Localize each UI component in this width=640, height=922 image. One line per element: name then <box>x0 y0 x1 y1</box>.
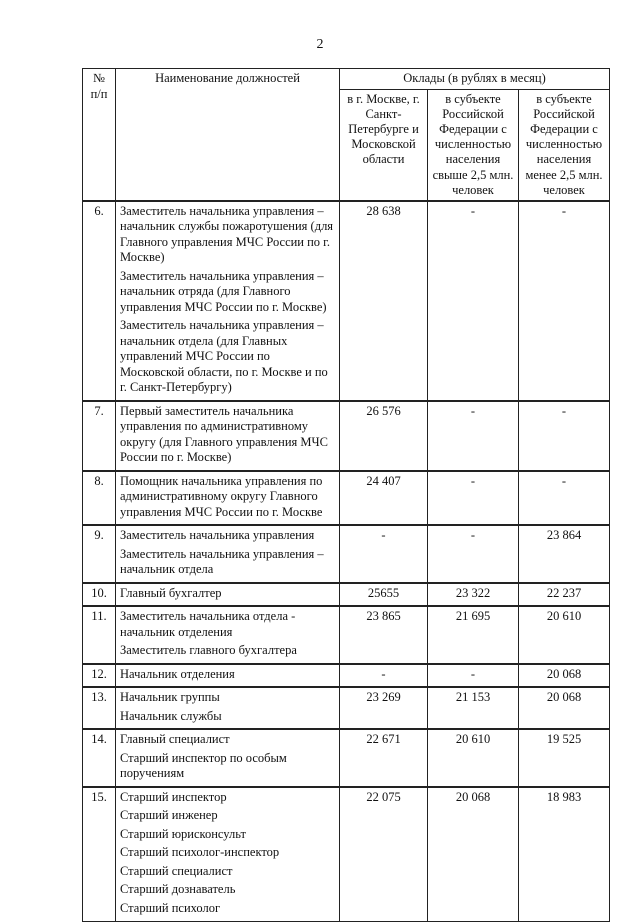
position-name: Старший юрисконсульт <box>120 826 246 841</box>
row-number: 6. <box>83 201 116 401</box>
salary-large-region: 21 153 <box>428 687 519 729</box>
row-number: 15. <box>83 787 116 922</box>
salary-large-region: 21 695 <box>428 606 519 664</box>
row-number: 12. <box>83 664 116 688</box>
salary-moscow: 23 269 <box>340 687 428 729</box>
position-name: Старший инженер <box>120 808 218 823</box>
salary-moscow: 24 407 <box>340 471 428 526</box>
salary-large-region: - <box>428 201 519 401</box>
row-number: 8. <box>83 471 116 526</box>
salary-table <box>82 68 610 922</box>
position-names <box>116 787 340 922</box>
position-name: Первый заместитель начальника управления по административному округу (для Главного управления МЧС России по г. Москве) <box>120 403 328 465</box>
salary-small-region: 20 610 <box>519 606 610 664</box>
table-row <box>83 664 610 688</box>
salary-large-region: - <box>428 664 519 688</box>
salary-moscow: 26 576 <box>340 401 428 471</box>
position-name: Начальник отделения <box>120 666 235 681</box>
position-name: Заместитель начальника отдела - начальник отделения <box>120 609 296 639</box>
position-name: Помощник начальника управления по административному округу Главного управления МЧС России по г. Москве <box>120 473 323 519</box>
position-name: Заместитель начальника управления <box>120 528 315 543</box>
header-col-small-region: в субъекте Российской Федерации с численностью населения менее 2,5 млн. человек <box>519 89 610 201</box>
table-row <box>83 401 610 471</box>
position-names <box>116 729 340 787</box>
salary-small-region: 19 525 <box>519 729 610 787</box>
row-number: 14. <box>83 729 116 787</box>
header-col-moscow: в г. Москве, г. Санкт-Петербурге и Московской области <box>340 89 428 201</box>
table-row <box>83 729 610 787</box>
salary-moscow: 22 671 <box>340 729 428 787</box>
position-name: Начальник группы <box>120 690 220 705</box>
position-name: Главный бухгалтер <box>120 585 222 600</box>
row-number: 13. <box>83 687 116 729</box>
table-row <box>83 583 610 607</box>
row-number: 7. <box>83 401 116 471</box>
position-name: Старший психолог <box>120 900 221 915</box>
row-number: 9. <box>83 525 116 583</box>
salary-small-region: 18 983 <box>519 787 610 922</box>
table-row <box>83 525 610 583</box>
position-names <box>116 401 340 471</box>
salary-small-region: 22 237 <box>519 583 610 607</box>
position-name: Заместитель главного бухгалтера <box>120 643 297 658</box>
page-number: 2 <box>316 37 324 52</box>
position-names <box>116 583 340 607</box>
salary-small-region: - <box>519 471 610 526</box>
salary-large-region: 20 610 <box>428 729 519 787</box>
position-name: Заместитель начальника управления – начальник отдела (для Главных управлений МЧС России по Московской области, по г. Москве и по г. Санкт-Петербургу) <box>120 318 328 395</box>
position-name: Старший специалист <box>120 863 233 878</box>
position-name: Старший инспектор <box>120 789 227 804</box>
position-name: Старший дознаватель <box>120 882 236 897</box>
table-row <box>83 787 610 922</box>
table-row <box>83 201 610 401</box>
salary-small-region: - <box>519 401 610 471</box>
position-name: Старший психолог-инспектор <box>120 845 280 860</box>
position-names <box>116 606 340 664</box>
position-name: Заместитель начальника управления – начальник отдела <box>120 546 324 577</box>
position-names <box>116 525 340 583</box>
position-name: Заместитель начальника управления – начальник службы пожаротушения (для Главного управления МЧС России по г. Москве) <box>120 203 334 265</box>
salary-small-region: 20 068 <box>519 664 610 688</box>
salary-large-region: 20 068 <box>428 787 519 922</box>
header-name: Наименование должностей <box>116 69 340 201</box>
salary-large-region: - <box>428 401 519 471</box>
salary-moscow: 22 075 <box>340 787 428 922</box>
salary-small-region: 23 864 <box>519 525 610 583</box>
salary-moscow: - <box>340 525 428 583</box>
salary-small-region: 20 068 <box>519 687 610 729</box>
header-salary-group: Оклады (в рублях в месяц) <box>340 69 610 90</box>
table-row <box>83 471 610 526</box>
salary-moscow: 28 638 <box>340 201 428 401</box>
position-names <box>116 664 340 688</box>
position-names <box>116 687 340 729</box>
position-name: Главный специалист <box>120 732 230 747</box>
header-num: № п/п <box>83 69 116 201</box>
position-names <box>116 201 340 401</box>
position-name: Заместитель начальника управления – начальник отряда (для Главного управления МЧС России по г. Москве) <box>120 268 327 314</box>
table-header <box>83 69 610 201</box>
salary-large-region: 23 322 <box>428 583 519 607</box>
table-body <box>83 201 610 922</box>
table-row <box>83 606 610 664</box>
position-name: Начальник службы <box>120 708 222 723</box>
salary-moscow: - <box>340 664 428 688</box>
salary-moscow: 23 865 <box>340 606 428 664</box>
position-names <box>116 471 340 526</box>
salary-large-region: - <box>428 525 519 583</box>
row-number: 10. <box>83 583 116 607</box>
position-name: Старший инспектор по особым поручениям <box>120 750 287 781</box>
table-row <box>83 687 610 729</box>
salary-moscow: 25655 <box>340 583 428 607</box>
salary-small-region: - <box>519 201 610 401</box>
header-col-large-region: в субъекте Российской Федерации с численностью населения свыше 2,5 млн. человек <box>428 89 519 201</box>
row-number: 11. <box>83 606 116 664</box>
salary-large-region: - <box>428 471 519 526</box>
